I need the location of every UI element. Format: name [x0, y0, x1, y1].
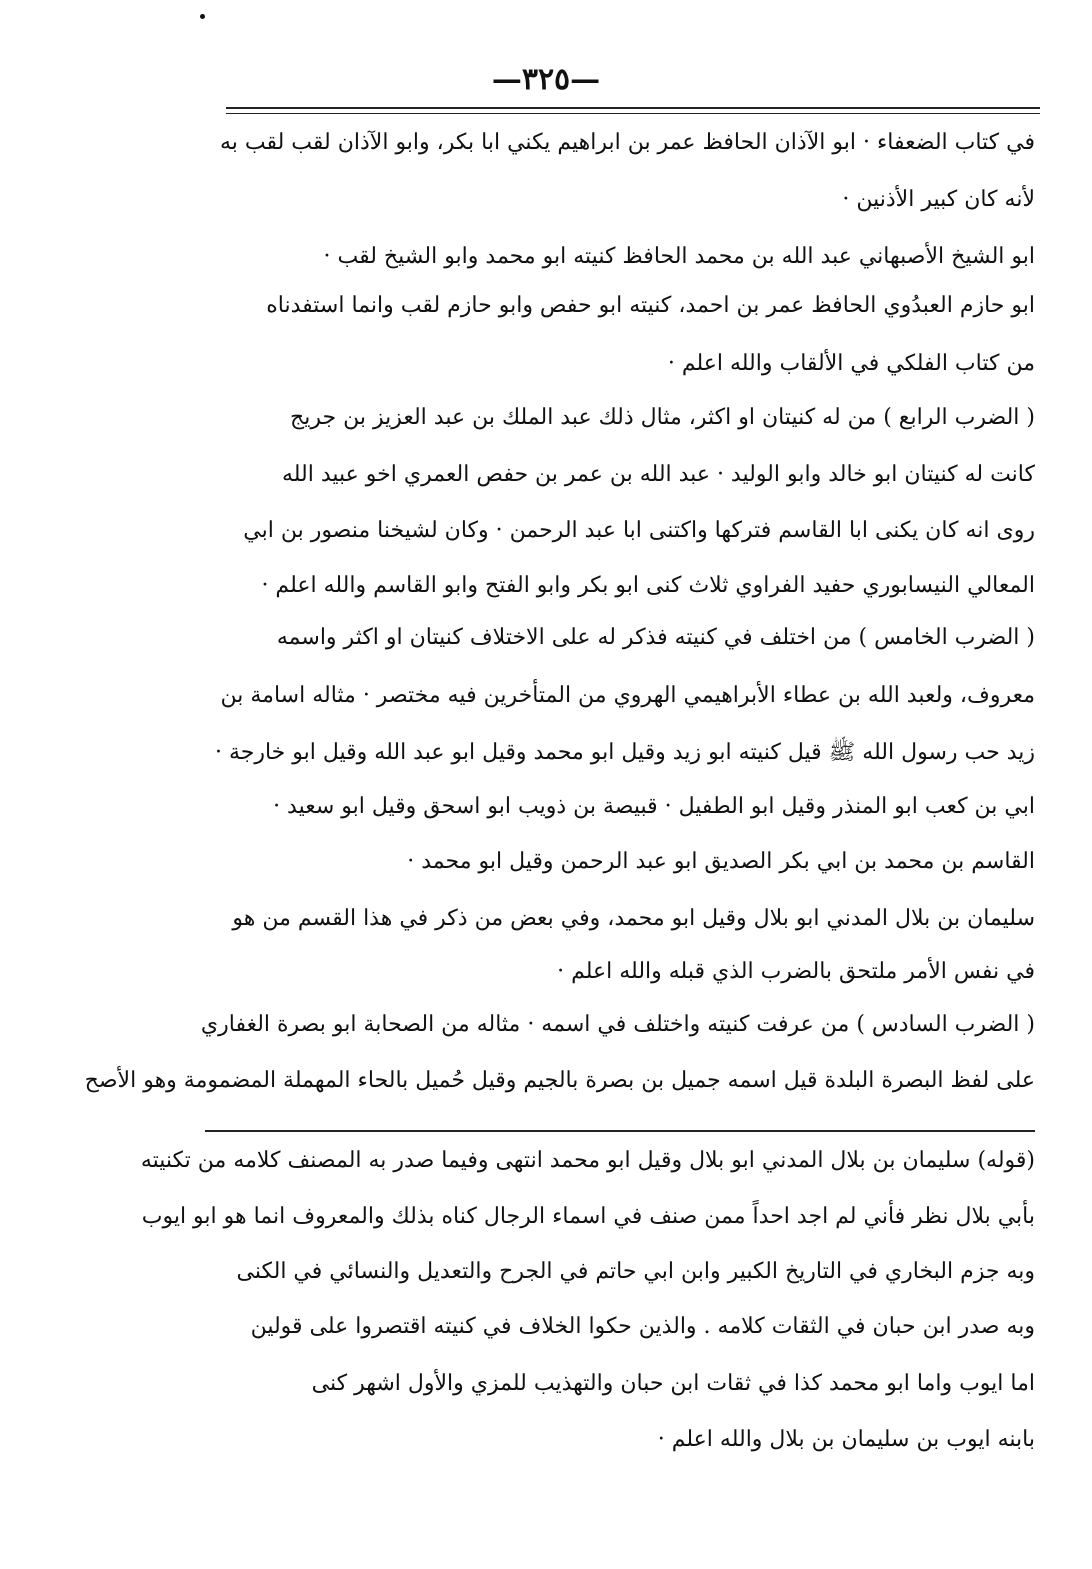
footnote-line: اما ايوب واما ابو محمد كذا في ثقات ابن حبان والتهذيب للمزي والأول اشهر كنى — [311, 1371, 1035, 1396]
main-line: زيد حب رسول الله ﷺ قيل كنيته ابو زيد وقيل ابو محمد وقيل ابو عبد الله وقيل ابو خارجة · — [214, 740, 1035, 765]
scan-speck — [200, 14, 205, 19]
footnote-line: وبه صدر ابن حبان في الثقات كلامه . والذين حكوا الخلاف في كنيته اقتصروا على قولين — [250, 1314, 1035, 1339]
main-line: ابو حازم العبدُوي الحافظ عمر بن احمد، كنيته ابو حفص وابو حازم لقب وانما استفدناه — [266, 293, 1035, 318]
main-line: سليمان بن بلال المدني ابو بلال وقيل ابو محمد، وفي بعض من ذكر في هذا القسم من هو — [232, 906, 1035, 931]
main-line: ابي بن كعب ابو المنذر وقيل ابو الطفيل · قبيصة بن ذويب ابو اسحق وقيل ابو سعيد · — [273, 794, 1035, 819]
main-line: معروف، ولعبد الله بن عطاء الأبراهيمي الهروي من المتأخرين فيه مختصر · مثاله اسامة بن — [220, 683, 1035, 708]
main-line: كانت له كنيتان ابو خالد وابو الوليد · عبد الله بن عمر بن حفص العمري اخو عبيد الله — [281, 462, 1035, 487]
main-line: ( الضرب الرابع ) من له كنيتان او اكثر، مثال ذلك عبد الملك بن عبد العزيز بن جريج — [290, 405, 1035, 430]
main-line: في نفس الأمر ملتحق بالضرب الذي قبله والله اعلم · — [557, 959, 1035, 984]
footnote-line: بأبي بلال نظر فأني لم اجد احداً ممن صنف في اسماء الرجال كناه بذلك والمعروف انما هو ابو ايوب — [141, 1204, 1035, 1229]
footnote-line: وبه جزم البخاري في التاريخ الكبير وابن ابي حاتم في الجرح والتعديل والنسائي في الكنى — [236, 1259, 1035, 1284]
main-line: في كتاب الضعفاء · ابو الآذان الحافظ عمر بن ابراهيم يكني ابا بكر، وابو الآذان لقب لقب به — [219, 130, 1035, 155]
header-rule-bottom — [226, 113, 1040, 114]
footnotes-block — [140, 1138, 1035, 1538]
main-line: روى انه كان يكنى ابا القاسم فتركها واكتنى ابا عبد الرحمن · وكان لشيخنا منصور بن ابي — [243, 518, 1035, 543]
page-number: —٣٢٥— — [491, 62, 601, 97]
footnote-line: بابنه ايوب بن سليمان بن بلال والله اعلم · — [657, 1427, 1035, 1452]
main-line: ( الضرب الخامس ) من اختلف في كنيته فذكر له على الاختلاف كنيتان او اكثر واسمه — [276, 625, 1035, 650]
header-rule-top — [226, 107, 1040, 109]
main-text-block — [84, 118, 1035, 1118]
main-line: ( الضرب السادس ) من عرفت كنيته واختلف في اسمه · مثاله من الصحابة ابو بصرة الغفاري — [200, 1012, 1035, 1037]
main-line: من كتاب الفلكي في الألقاب والله اعلم · — [667, 351, 1035, 376]
main-line: على لفظ البصرة البلدة قيل اسمه جميل بن بصرة بالجيم وقيل حُميل بالحاء المهملة المضمومة وهو الأصح — [84, 1068, 1035, 1093]
main-line: المعالي النيسابوري حفيد الفراوي ثلاث كنى ابو بكر وابو الفتح وابو القاسم والله اعلم · — [261, 573, 1035, 598]
main-line: لأنه كان كبير الأذنين · — [842, 187, 1035, 212]
footnote-line: (قوله) سليمان بن بلال المدني ابو بلال وقيل ابو محمد انتهى وفيما صدر به المصنف كلامه من تكنيته — [140, 1148, 1035, 1173]
main-line: ابو الشيخ الأصبهاني عبد الله بن محمد الحافظ كنيته ابو محمد وابو الشيخ لقب · — [323, 244, 1035, 269]
footnote-separator — [205, 1130, 1035, 1132]
main-line: القاسم بن محمد بن ابي بكر الصديق ابو عبد الرحمن وقيل ابو محمد · — [407, 849, 1035, 874]
